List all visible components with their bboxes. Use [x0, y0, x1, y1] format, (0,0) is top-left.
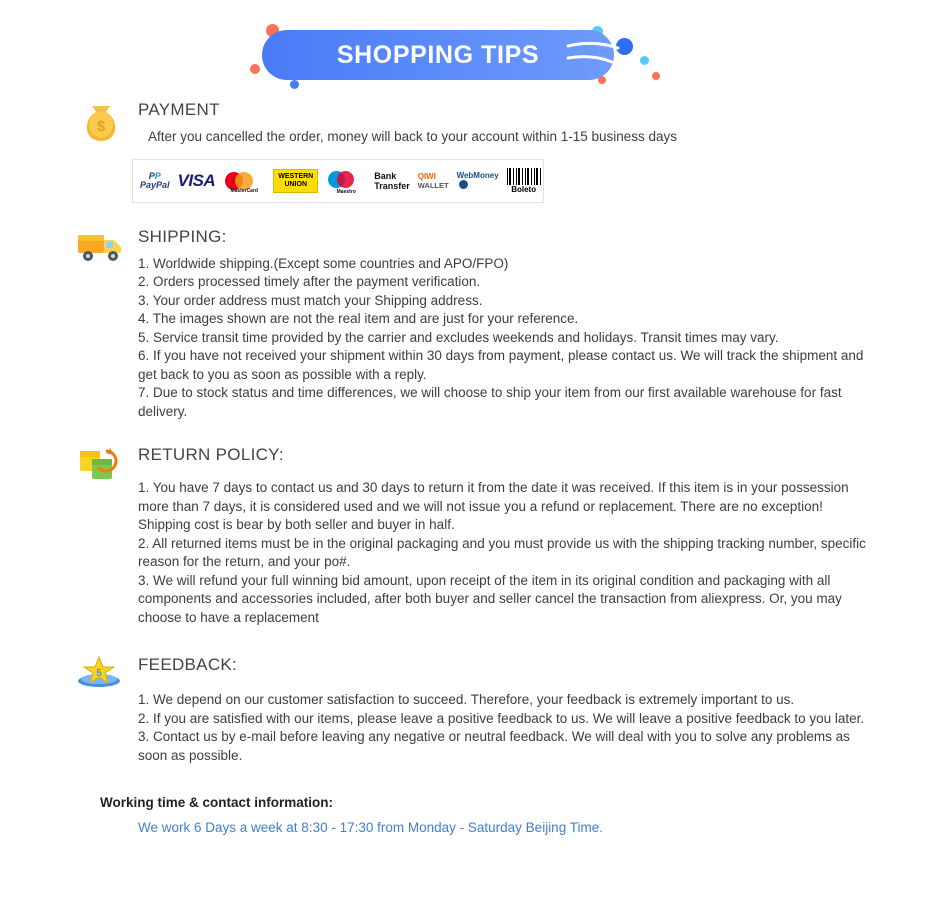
- banner: [0, 8, 932, 100]
- truck-icon: [76, 227, 122, 269]
- shipping-heading: SHIPPING:: [138, 226, 227, 246]
- list-item: 3. Contact us by e-mail before leaving any negative or neutral feedback. We will deal with you to solve any problems as soon as possible.: [138, 729, 850, 763]
- list-item: 7. Due to stock status and time differences, we will choose to ship your item from our first available warehouse for fast delivery.: [138, 385, 842, 419]
- banner-swoosh-icon: [566, 38, 626, 72]
- boleto-logo: Boleto: [504, 167, 544, 195]
- list-item: 3. We will refund your full winning bid amount, upon receipt of the item in its original condition and packaging with all components and accessories included, after both buyer and seller cancel the transaction from aliexpress. Or, you may choose to have a replacement: [138, 572, 842, 625]
- list-item: 2. All returned items must be in the original packaging and you must provide us with the shipping tracking number, specific reason for the return, and your po#.: [138, 535, 866, 569]
- working-time-title: Working time & contact information:: [100, 795, 334, 810]
- decor-dot: [640, 56, 649, 65]
- webmoney-logo: WebMoney: [454, 167, 502, 195]
- decor-dot: [652, 72, 660, 80]
- section-payment: [0, 100, 932, 203]
- feedback-star-icon: [76, 655, 122, 697]
- payment-heading: PAYMENT: [138, 100, 220, 119]
- return-list: [138, 479, 872, 627]
- list-item: 4. The images shown are not the real item and are just for your reference.: [138, 311, 579, 326]
- feedback-heading: FEEDBACK:: [138, 655, 238, 674]
- qiwi-wallet-logo: QIWI WALLET: [417, 171, 449, 190]
- section-shipping: [0, 227, 932, 422]
- svg-text:5: 5: [96, 668, 102, 679]
- money-bag-icon: [78, 100, 124, 142]
- shipping-list: [138, 255, 872, 422]
- section-feedback: [0, 655, 932, 765]
- feedback-list: [138, 691, 872, 765]
- payment-methods: [132, 159, 544, 203]
- bank-transfer-logo: Bank Transfer: [374, 170, 410, 191]
- return-box-icon: [76, 445, 122, 487]
- banner-title: SHOPPING TIPS: [336, 40, 540, 69]
- list-item: 2. If you are satisfied with our items, please leave a positive feedback to us. We will leave a positive feedback to you later.: [138, 710, 865, 726]
- banner-pill: [262, 30, 614, 80]
- western-union-logo: WESTERN UNION: [270, 167, 321, 195]
- paypal-logo: PP PayPal: [140, 170, 170, 190]
- maestro-logo: Maestro: [323, 167, 369, 195]
- section-return-policy: [0, 445, 932, 627]
- mastercard-logo: MasterCard: [220, 167, 268, 195]
- footer: [0, 795, 932, 835]
- working-time-note: We work 6 Days a week at 8:30 - 17:30 from Monday - Saturday Beijing Time.: [138, 820, 603, 835]
- list-item: 6. If you have not received your shipment within 30 days from payment, please contact us. We will track the shipment and get back to you as soon as possible with a reply.: [138, 348, 864, 382]
- list-item: 1. Worldwide shipping.(Except some countries and APO/FPO): [138, 255, 509, 271]
- decor-dot: [290, 80, 299, 89]
- list-item: 1. You have 7 days to contact us and 30 days to return it from the date it was received. If this item is in your possession more than 7 days, it is considered used and we will not issue you a refund or replacement. There are no exception! Shipping cost is bear by both seller and buyer in half.: [138, 480, 849, 532]
- svg-text:$: $: [96, 118, 106, 135]
- list-item: 1. We depend on our customer satisfaction to succeed. Therefore, your feedback is extremely important to us.: [138, 692, 795, 707]
- visa-logo: VISA: [177, 170, 216, 190]
- decor-dot: [250, 64, 260, 74]
- list-item: 2. Orders processed timely after the payment verification.: [138, 274, 481, 289]
- payment-text: After you cancelled the order, money will back to your account within 1-15 business days: [148, 129, 678, 144]
- list-item: 3. Your order address must match your Shipping address.: [138, 292, 483, 308]
- list-item: 5. Service transit time provided by the carrier and excludes weekends and holidays. Transit times may vary.: [138, 329, 779, 345]
- return-heading: RETURN POLICY:: [138, 445, 284, 464]
